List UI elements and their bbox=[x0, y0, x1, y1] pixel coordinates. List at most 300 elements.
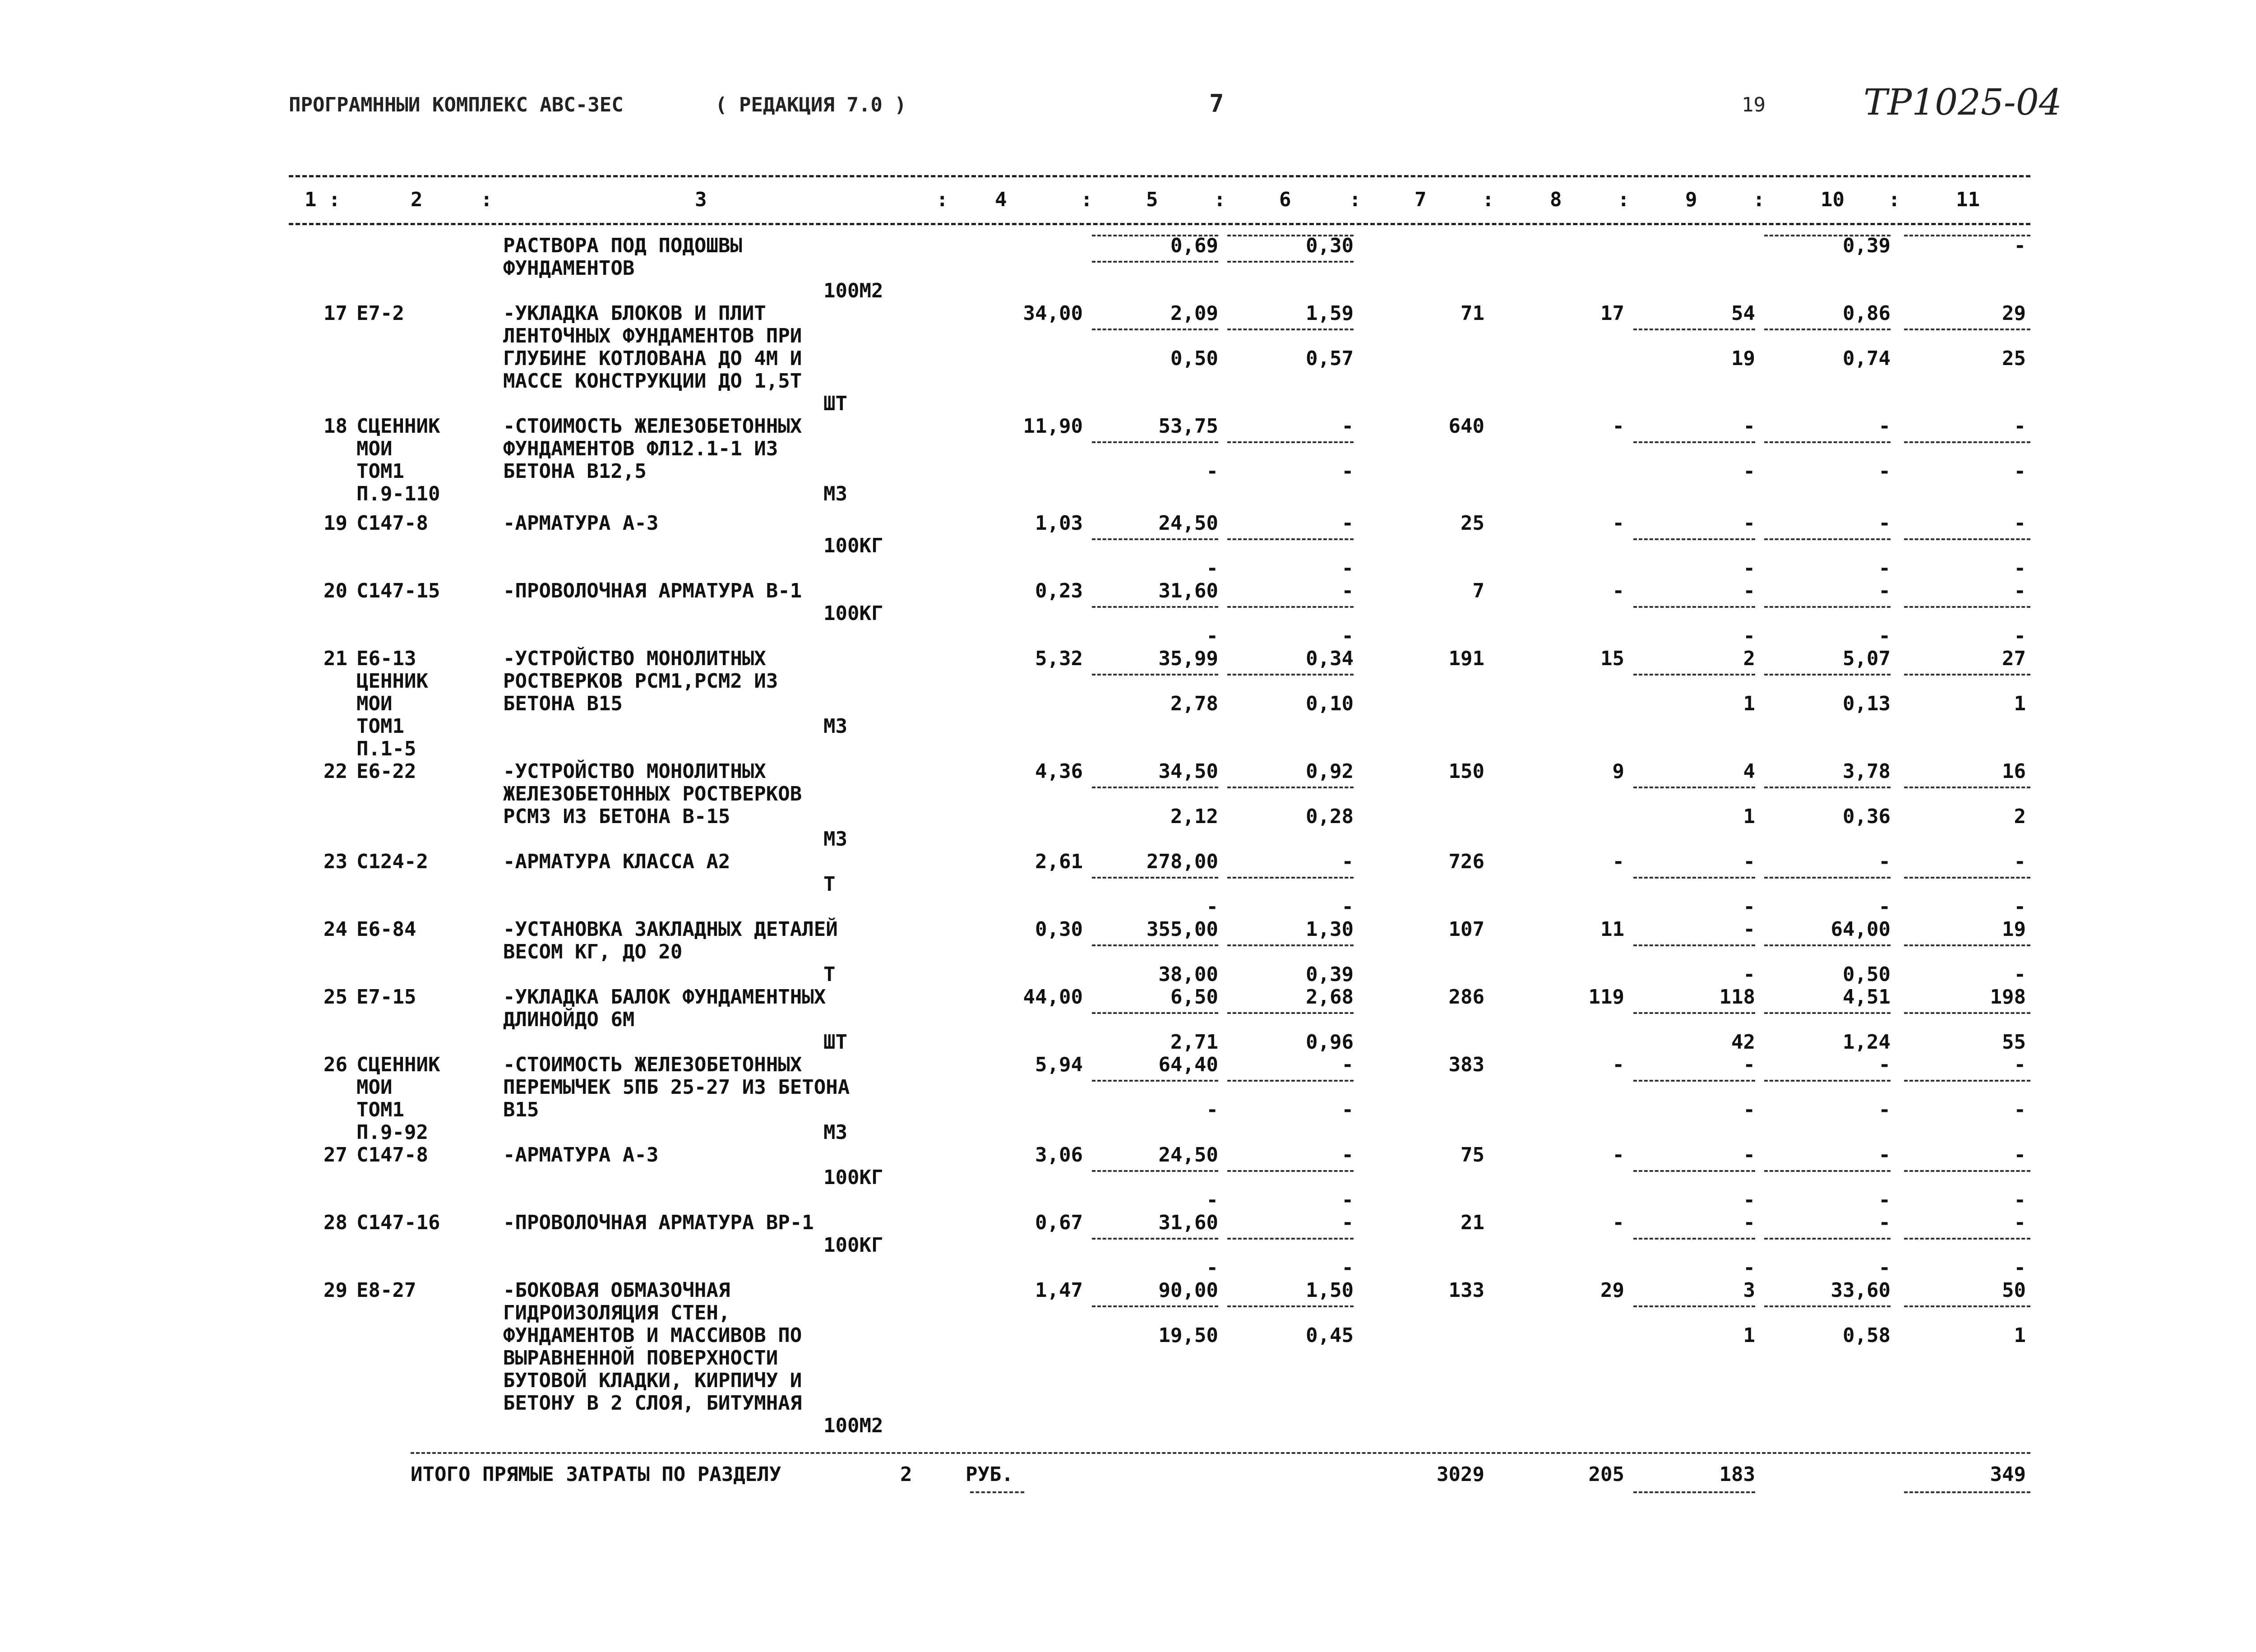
row-quantity: 5,32 bbox=[1035, 647, 1083, 670]
row-divider bbox=[1904, 1080, 2030, 1082]
row-total-wage: - bbox=[1612, 1211, 1624, 1234]
row-divider bbox=[1227, 1080, 1354, 1082]
totals-labor: 349 bbox=[1990, 1463, 2026, 1486]
row-divider bbox=[1227, 944, 1354, 946]
row-code: МОИ bbox=[356, 1076, 393, 1099]
row-divider bbox=[1227, 235, 1354, 236]
row-code: Е8-27 bbox=[356, 1279, 416, 1302]
row-total-wage: - bbox=[1612, 1143, 1624, 1166]
row-description: -АРМАТУРА КЛАССА А2 bbox=[503, 850, 730, 873]
row-number: 21 bbox=[324, 647, 347, 670]
row-divider bbox=[1227, 1170, 1354, 1172]
row-total-wage: - bbox=[1612, 579, 1624, 602]
row-labor-unit-lower: - bbox=[1878, 557, 1891, 580]
col-header-2: 2 bbox=[411, 188, 423, 211]
col-header-5: 5 bbox=[1146, 188, 1158, 211]
row-unit-price: 64,40 bbox=[1158, 1053, 1218, 1076]
header-rule-bottom bbox=[289, 223, 2030, 225]
row-labor-unit: - bbox=[1878, 415, 1891, 438]
row-divider bbox=[1227, 329, 1354, 330]
row-unit-wage-lower: - bbox=[1341, 460, 1354, 483]
row-labor-unit: - bbox=[1878, 1053, 1891, 1076]
row-unit-wage: 2,68 bbox=[1306, 986, 1354, 1009]
row-machinery-lower: 1 bbox=[1743, 692, 1755, 715]
row-labor-total-lower: - bbox=[2014, 625, 2026, 648]
row-labor-unit-lower: 0,74 bbox=[1843, 347, 1891, 370]
row-unit-wage: - bbox=[1341, 579, 1354, 602]
row-unit-price-lower: - bbox=[1206, 557, 1218, 580]
row-unit-wage: - bbox=[1341, 1211, 1354, 1234]
row-total-cost: 71 bbox=[1461, 302, 1484, 325]
row-unit-wage: - bbox=[1341, 1143, 1354, 1166]
col-header-sep: : bbox=[1482, 188, 1494, 211]
row-divider bbox=[1092, 235, 1218, 236]
row-unit-price-lower: 2,78 bbox=[1170, 692, 1218, 715]
row-divider bbox=[1764, 235, 1891, 236]
row-description: ЛЕНТОЧНЫХ ФУНДАМЕНТОВ ПРИ bbox=[503, 324, 802, 347]
row-description: -УКЛАДКА БАЛОК ФУНДАМЕНТНЫХ bbox=[503, 986, 826, 1009]
row-divider bbox=[1764, 606, 1891, 608]
row-labor-total: 50 bbox=[2002, 1279, 2026, 1302]
row-machinery-lower: 19 bbox=[1731, 347, 1755, 370]
row-divider bbox=[1227, 1238, 1354, 1240]
totals-labor-underline bbox=[1904, 1491, 2030, 1493]
row-quantity: 11,90 bbox=[1023, 415, 1083, 438]
row-divider bbox=[1633, 1238, 1755, 1240]
row-labor-unit-lower: 0,58 bbox=[1843, 1324, 1891, 1347]
row-unit-price-lower: - bbox=[1206, 1098, 1218, 1121]
row-unit: М3 bbox=[823, 482, 847, 505]
row-labor-total: - bbox=[2014, 850, 2026, 873]
row-unit: 100КГ bbox=[823, 534, 883, 557]
row-labor-unit: 5,07 bbox=[1843, 647, 1891, 670]
row-labor-total: 29 bbox=[2002, 302, 2026, 325]
page-number: 7 bbox=[1209, 89, 1224, 118]
row-divider bbox=[1092, 538, 1218, 540]
row-divider bbox=[1092, 1238, 1218, 1240]
row-code: С147-8 bbox=[356, 1143, 428, 1166]
row-total-cost: 21 bbox=[1461, 1211, 1484, 1234]
row-unit: ШТ bbox=[823, 392, 847, 415]
row-number: 23 bbox=[324, 850, 347, 873]
row-machinery: - bbox=[1743, 579, 1755, 602]
row-labor-unit-lower: 0,36 bbox=[1843, 805, 1891, 828]
row-description: ГИДРОИЗОЛЯЦИЯ СТЕН, bbox=[503, 1301, 730, 1324]
row-total-cost: 640 bbox=[1448, 415, 1484, 438]
totals-machinery: 183 bbox=[1719, 1463, 1755, 1486]
row-description: ФУНДАМЕНТОВ ФЛ12.1-1 ИЗ bbox=[503, 437, 778, 460]
row-labor-unit-lower: - bbox=[1878, 1189, 1891, 1212]
row-labor-total-lower: - bbox=[2014, 1256, 2026, 1279]
row-total-cost: 75 bbox=[1461, 1143, 1484, 1166]
row-divider bbox=[1227, 787, 1354, 788]
row-divider bbox=[1904, 538, 2030, 540]
row-labor-total: - bbox=[2014, 415, 2026, 438]
row-labor-total-lower: 55 bbox=[2002, 1031, 2026, 1054]
row-code: С147-16 bbox=[356, 1211, 440, 1234]
row-divider bbox=[1633, 877, 1755, 879]
row-total-cost: 726 bbox=[1448, 850, 1484, 873]
row-description: ФУНДАМЕНТОВ И МАССИВОВ ПО bbox=[503, 1324, 802, 1347]
row-divider bbox=[1092, 674, 1218, 676]
row-code: ТОМ1 bbox=[356, 715, 404, 738]
row-divider bbox=[1227, 1012, 1354, 1014]
row-divider bbox=[1227, 261, 1354, 263]
row-total-cost: 383 bbox=[1448, 1053, 1484, 1076]
row-number: 26 bbox=[324, 1053, 347, 1076]
row-description: -ПРОВОЛОЧНАЯ АРМАТУРА В-1 bbox=[503, 579, 802, 602]
row-description: БЕТОНА В15 bbox=[503, 692, 623, 715]
row-divider bbox=[1764, 329, 1891, 330]
row-description: БЕТОНА В12,5 bbox=[503, 460, 647, 483]
row-code: С124-2 bbox=[356, 850, 428, 873]
row-divider bbox=[1764, 441, 1891, 443]
row-description: -УСТРОЙСТВО МОНОЛИТНЫХ bbox=[503, 760, 766, 783]
col-header-sep: : bbox=[1081, 188, 1093, 211]
totals-machinery-underline bbox=[1633, 1491, 1755, 1493]
row-labor-total-lower: 25 bbox=[2002, 347, 2026, 370]
row-unit-wage: 1,30 bbox=[1306, 918, 1354, 941]
row-unit-price: 34,50 bbox=[1158, 760, 1218, 783]
row-divider bbox=[1633, 329, 1755, 330]
row-number: 22 bbox=[324, 760, 347, 783]
row-number: 27 bbox=[324, 1143, 347, 1166]
row-quantity: 0,30 bbox=[1035, 918, 1083, 941]
row-quantity: 44,00 bbox=[1023, 986, 1083, 1009]
row-labor-total: - bbox=[2014, 579, 2026, 602]
row-unit: ШТ bbox=[823, 1031, 847, 1054]
row-unit-price-lower: - bbox=[1206, 460, 1218, 483]
row-divider bbox=[1633, 787, 1755, 788]
row-machinery-lower: - bbox=[1743, 460, 1755, 483]
row-divider bbox=[1904, 1170, 2030, 1172]
row-machinery-lower: - bbox=[1743, 895, 1755, 918]
row-description: -УКЛАДКА БЛОКОВ И ПЛИТ bbox=[503, 302, 766, 325]
row-code: СЦЕННИК bbox=[356, 1053, 440, 1076]
row-number: 25 bbox=[324, 986, 347, 1009]
row-divider bbox=[1227, 1305, 1354, 1307]
row-code: П.9-92 bbox=[356, 1121, 428, 1144]
row-divider bbox=[1764, 1170, 1891, 1172]
row-number: 18 bbox=[324, 415, 347, 438]
row-divider bbox=[1904, 329, 2030, 330]
row-divider bbox=[1092, 329, 1218, 330]
row-quantity: 4,36 bbox=[1035, 760, 1083, 783]
row-unit-price: 0,69 bbox=[1170, 234, 1218, 257]
row-divider bbox=[1764, 1080, 1891, 1082]
col-header-sep: : bbox=[1214, 188, 1226, 211]
row-divider bbox=[1904, 606, 2030, 608]
row-description: -ПРОВОЛОЧНАЯ АРМАТУРА ВР-1 bbox=[503, 1211, 814, 1234]
totals-wage: 205 bbox=[1588, 1463, 1624, 1486]
row-description: -СТОИМОСТЬ ЖЕЛЕЗОБЕТОННЫХ bbox=[503, 1053, 802, 1076]
row-labor-unit-lower: 1,24 bbox=[1843, 1031, 1891, 1054]
row-number: 19 bbox=[324, 512, 347, 535]
row-code: СЦЕННИК bbox=[356, 415, 440, 438]
row-unit-wage: 1,59 bbox=[1306, 302, 1354, 325]
row-machinery: 118 bbox=[1719, 986, 1755, 1009]
row-divider bbox=[1904, 674, 2030, 676]
row-unit-wage: 0,30 bbox=[1306, 234, 1354, 257]
row-unit-wage: 0,92 bbox=[1306, 760, 1354, 783]
row-unit-wage: - bbox=[1341, 850, 1354, 873]
col-header-sep: : bbox=[481, 188, 493, 211]
col-header-4: 4 bbox=[995, 188, 1007, 211]
row-code: Е7-2 bbox=[356, 302, 404, 325]
row-description: БЕТОНУ В 2 СЛОЯ, БИТУМНАЯ bbox=[503, 1392, 802, 1415]
row-divider bbox=[1764, 538, 1891, 540]
col-header-6: 6 bbox=[1279, 188, 1291, 211]
col-header-3: 3 bbox=[695, 188, 707, 211]
row-unit-price: 6,50 bbox=[1170, 986, 1218, 1009]
row-description: -УСТРОЙСТВО МОНОЛИТНЫХ bbox=[503, 647, 766, 670]
row-divider bbox=[1092, 1170, 1218, 1172]
row-total-wage: - bbox=[1612, 415, 1624, 438]
row-unit-price-lower: 2,12 bbox=[1170, 805, 1218, 828]
row-labor-unit-lower: - bbox=[1878, 895, 1891, 918]
row-quantity: 1,03 bbox=[1035, 512, 1083, 535]
row-labor-unit: 0,39 bbox=[1843, 234, 1891, 257]
col-header-9: 9 bbox=[1685, 188, 1697, 211]
row-divider bbox=[1764, 877, 1891, 879]
row-divider bbox=[1227, 877, 1354, 879]
row-description: ВЫРАВНЕННОЙ ПОВЕРХНОСТИ bbox=[503, 1347, 778, 1370]
row-machinery-lower: - bbox=[1743, 1189, 1755, 1212]
row-total-cost: 133 bbox=[1448, 1279, 1484, 1302]
row-labor-unit-lower: - bbox=[1878, 1256, 1891, 1279]
row-divider bbox=[1227, 441, 1354, 443]
row-unit-price: 31,60 bbox=[1158, 1211, 1218, 1234]
row-unit-wage-lower: - bbox=[1341, 895, 1354, 918]
row-unit-wage-lower: 0,39 bbox=[1306, 963, 1354, 986]
col-header-sep: : bbox=[1618, 188, 1630, 211]
row-machinery: - bbox=[1743, 1143, 1755, 1166]
row-divider bbox=[1904, 1012, 2030, 1014]
row-divider bbox=[1092, 1012, 1218, 1014]
row-unit-price: 24,50 bbox=[1158, 512, 1218, 535]
row-divider bbox=[1633, 1080, 1755, 1082]
row-total-wage: 15 bbox=[1600, 647, 1624, 670]
col-header-sep: : bbox=[1753, 188, 1765, 211]
row-labor-total: - bbox=[2014, 1053, 2026, 1076]
row-divider bbox=[1764, 674, 1891, 676]
col-header-10: 10 bbox=[1821, 188, 1845, 211]
row-code: ТОМ1 bbox=[356, 460, 404, 483]
row-unit-price-lower: 2,71 bbox=[1170, 1031, 1218, 1054]
row-unit-wage-lower: - bbox=[1341, 625, 1354, 648]
row-divider bbox=[1764, 787, 1891, 788]
col-header-7: 7 bbox=[1415, 188, 1427, 211]
row-description: РСМ3 ИЗ БЕТОНА В-15 bbox=[503, 805, 730, 828]
row-labor-total: 16 bbox=[2002, 760, 2026, 783]
row-number: 17 bbox=[324, 302, 347, 325]
row-divider bbox=[1092, 1080, 1218, 1082]
col-header-sep: : bbox=[1888, 188, 1900, 211]
row-total-wage: 9 bbox=[1612, 760, 1624, 783]
row-labor-unit: - bbox=[1878, 1211, 1891, 1234]
row-labor-total-lower: - bbox=[2014, 963, 2026, 986]
row-labor-total-lower: - bbox=[2014, 895, 2026, 918]
row-labor-unit: 0,86 bbox=[1843, 302, 1891, 325]
row-unit-price: 24,50 bbox=[1158, 1143, 1218, 1166]
row-quantity: 5,94 bbox=[1035, 1053, 1083, 1076]
row-unit: Т bbox=[823, 873, 836, 896]
row-machinery-lower: 1 bbox=[1743, 805, 1755, 828]
row-unit: 100М2 bbox=[823, 279, 883, 302]
row-code: П.1-5 bbox=[356, 737, 416, 760]
row-code: Е7-15 bbox=[356, 986, 416, 1009]
row-divider bbox=[1764, 1238, 1891, 1240]
row-total-cost: 286 bbox=[1448, 986, 1484, 1009]
row-total-wage: 11 bbox=[1600, 918, 1624, 941]
row-divider bbox=[1904, 235, 2030, 236]
row-unit: Т bbox=[823, 963, 836, 986]
row-labor-unit: - bbox=[1878, 579, 1891, 602]
row-divider bbox=[1633, 538, 1755, 540]
row-machinery-lower: 42 bbox=[1731, 1031, 1755, 1054]
row-machinery-lower: - bbox=[1743, 963, 1755, 986]
row-machinery: - bbox=[1743, 1053, 1755, 1076]
row-unit-price-lower: - bbox=[1206, 1189, 1218, 1212]
row-divider bbox=[1904, 944, 2030, 946]
row-code: Е6-22 bbox=[356, 760, 416, 783]
row-divider bbox=[1092, 606, 1218, 608]
row-divider bbox=[1904, 1305, 2030, 1307]
row-divider bbox=[1092, 787, 1218, 788]
row-labor-total: - bbox=[2014, 1211, 2026, 1234]
col-header-11: 11 bbox=[1956, 188, 1980, 211]
row-machinery-lower: - bbox=[1743, 1256, 1755, 1279]
row-labor-total-lower: - bbox=[2014, 460, 2026, 483]
row-unit-price: 35,99 bbox=[1158, 647, 1218, 670]
row-quantity: 1,47 bbox=[1035, 1279, 1083, 1302]
row-unit-wage: - bbox=[1341, 415, 1354, 438]
row-description: -АРМАТУРА А-3 bbox=[503, 512, 659, 535]
program-name: ПРОГРАМННЫИ КОМПЛЕКС АВС-3ЕС bbox=[289, 93, 624, 116]
row-number: 29 bbox=[324, 1279, 347, 1302]
row-labor-total: - bbox=[2014, 512, 2026, 535]
row-total-wage: - bbox=[1612, 850, 1624, 873]
row-code: МОИ bbox=[356, 692, 393, 715]
row-unit-price: 278,00 bbox=[1146, 850, 1218, 873]
row-number: 28 bbox=[324, 1211, 347, 1234]
row-machinery: - bbox=[1743, 1211, 1755, 1234]
row-description: -АРМАТУРА А-3 bbox=[503, 1143, 659, 1166]
row-total-wage: 17 bbox=[1600, 302, 1624, 325]
totals-currency: РУБ. bbox=[966, 1463, 1013, 1486]
row-unit-wage: - bbox=[1341, 1053, 1354, 1076]
row-description: ВЕСОМ КГ, ДО 20 bbox=[503, 940, 683, 963]
row-total-cost: 107 bbox=[1448, 918, 1484, 941]
row-divider bbox=[1633, 674, 1755, 676]
row-machinery: - bbox=[1743, 415, 1755, 438]
row-labor-total-lower: 1 bbox=[2014, 692, 2026, 715]
row-description: -УСТАНОВКА ЗАКЛАДНЫХ ДЕТАЛЕЙ bbox=[503, 918, 838, 941]
row-total-cost: 150 bbox=[1448, 760, 1484, 783]
row-divider bbox=[1764, 944, 1891, 946]
row-machinery-lower: 1 bbox=[1743, 1324, 1755, 1347]
row-divider bbox=[1633, 441, 1755, 443]
row-machinery: 3 bbox=[1743, 1279, 1755, 1302]
row-total-wage: - bbox=[1612, 512, 1624, 535]
row-machinery: - bbox=[1743, 850, 1755, 873]
row-description: -СТОИМОСТЬ ЖЕЛЕЗОБЕТОННЫХ bbox=[503, 415, 802, 438]
row-labor-unit: - bbox=[1878, 512, 1891, 535]
row-description: ГЛУБИНЕ КОТЛОВАНА ДО 4М И bbox=[503, 347, 802, 370]
row-total-cost: 191 bbox=[1448, 647, 1484, 670]
row-divider bbox=[1633, 606, 1755, 608]
row-machinery-lower: - bbox=[1743, 625, 1755, 648]
row-total-cost: 25 bbox=[1461, 512, 1484, 535]
totals-section: 2 bbox=[900, 1463, 912, 1486]
row-labor-unit-lower: - bbox=[1878, 1098, 1891, 1121]
row-labor-total: 27 bbox=[2002, 647, 2026, 670]
row-divider bbox=[1092, 1305, 1218, 1307]
row-unit: 100КГ bbox=[823, 1234, 883, 1257]
row-divider bbox=[1633, 1012, 1755, 1014]
row-machinery-lower: - bbox=[1743, 1098, 1755, 1121]
row-unit: М3 bbox=[823, 828, 847, 851]
totals-label: ИТОГО ПРЯМЫЕ ЗАТРАТЫ ПО РАЗДЕЛУ bbox=[411, 1463, 781, 1486]
row-labor-total: 198 bbox=[1990, 986, 2026, 1009]
row-unit-wage-lower: - bbox=[1341, 1256, 1354, 1279]
row-unit-price: 90,00 bbox=[1158, 1279, 1218, 1302]
row-labor-unit-lower: 0,13 bbox=[1843, 692, 1891, 715]
row-code: Е6-84 bbox=[356, 918, 416, 941]
row-labor-total: - bbox=[2014, 1143, 2026, 1166]
row-unit: 100КГ bbox=[823, 602, 883, 625]
row-code: С147-15 bbox=[356, 579, 440, 602]
edition-label: ( РЕДАКЦИЯ 7.0 ) bbox=[715, 93, 906, 116]
row-quantity: 34,00 bbox=[1023, 302, 1083, 325]
row-unit-price-lower: 19,50 bbox=[1158, 1324, 1218, 1347]
handwritten-doc-code: ТР1025-04 bbox=[1863, 81, 2062, 123]
row-description: РАСТВОРА ПОД ПОДОШВЫ bbox=[503, 234, 742, 257]
row-unit-price-lower: 0,50 bbox=[1170, 347, 1218, 370]
row-divider bbox=[1227, 606, 1354, 608]
row-machinery: - bbox=[1743, 512, 1755, 535]
row-code: МОИ bbox=[356, 437, 393, 460]
col-header-sep: : bbox=[936, 188, 948, 211]
row-divider bbox=[1092, 877, 1218, 879]
row-unit-wage-lower: 0,96 bbox=[1306, 1031, 1354, 1054]
row-code: ЦЕННИК bbox=[356, 670, 428, 693]
totals-cost: 3029 bbox=[1437, 1463, 1484, 1486]
row-unit-price-lower: - bbox=[1206, 1256, 1218, 1279]
row-machinery-lower: - bbox=[1743, 557, 1755, 580]
row-labor-unit: 64,00 bbox=[1831, 918, 1891, 941]
col-header-sep: : bbox=[1349, 188, 1361, 211]
row-unit: 100КГ bbox=[823, 1166, 883, 1189]
row-labor-total: - bbox=[2014, 234, 2026, 257]
row-machinery: 54 bbox=[1731, 302, 1755, 325]
row-divider bbox=[1764, 1012, 1891, 1014]
row-code: С147-8 bbox=[356, 512, 428, 535]
row-unit: М3 bbox=[823, 715, 847, 738]
row-quantity: 3,06 bbox=[1035, 1143, 1083, 1166]
totals-currency-underline bbox=[970, 1491, 1024, 1493]
row-labor-total-lower: - bbox=[2014, 1189, 2026, 1212]
row-unit-price: 53,75 bbox=[1158, 415, 1218, 438]
row-labor-total-lower: - bbox=[2014, 557, 2026, 580]
row-description: ФУНДАМЕНТОВ bbox=[503, 257, 635, 280]
row-description: БУТОВОЙ КЛАДКИ, КИРПИЧУ И bbox=[503, 1369, 802, 1392]
row-machinery: - bbox=[1743, 918, 1755, 941]
row-unit-wage-lower: - bbox=[1341, 1098, 1354, 1121]
row-divider bbox=[1764, 1305, 1891, 1307]
row-divider bbox=[1092, 261, 1218, 263]
row-quantity: 0,23 bbox=[1035, 579, 1083, 602]
